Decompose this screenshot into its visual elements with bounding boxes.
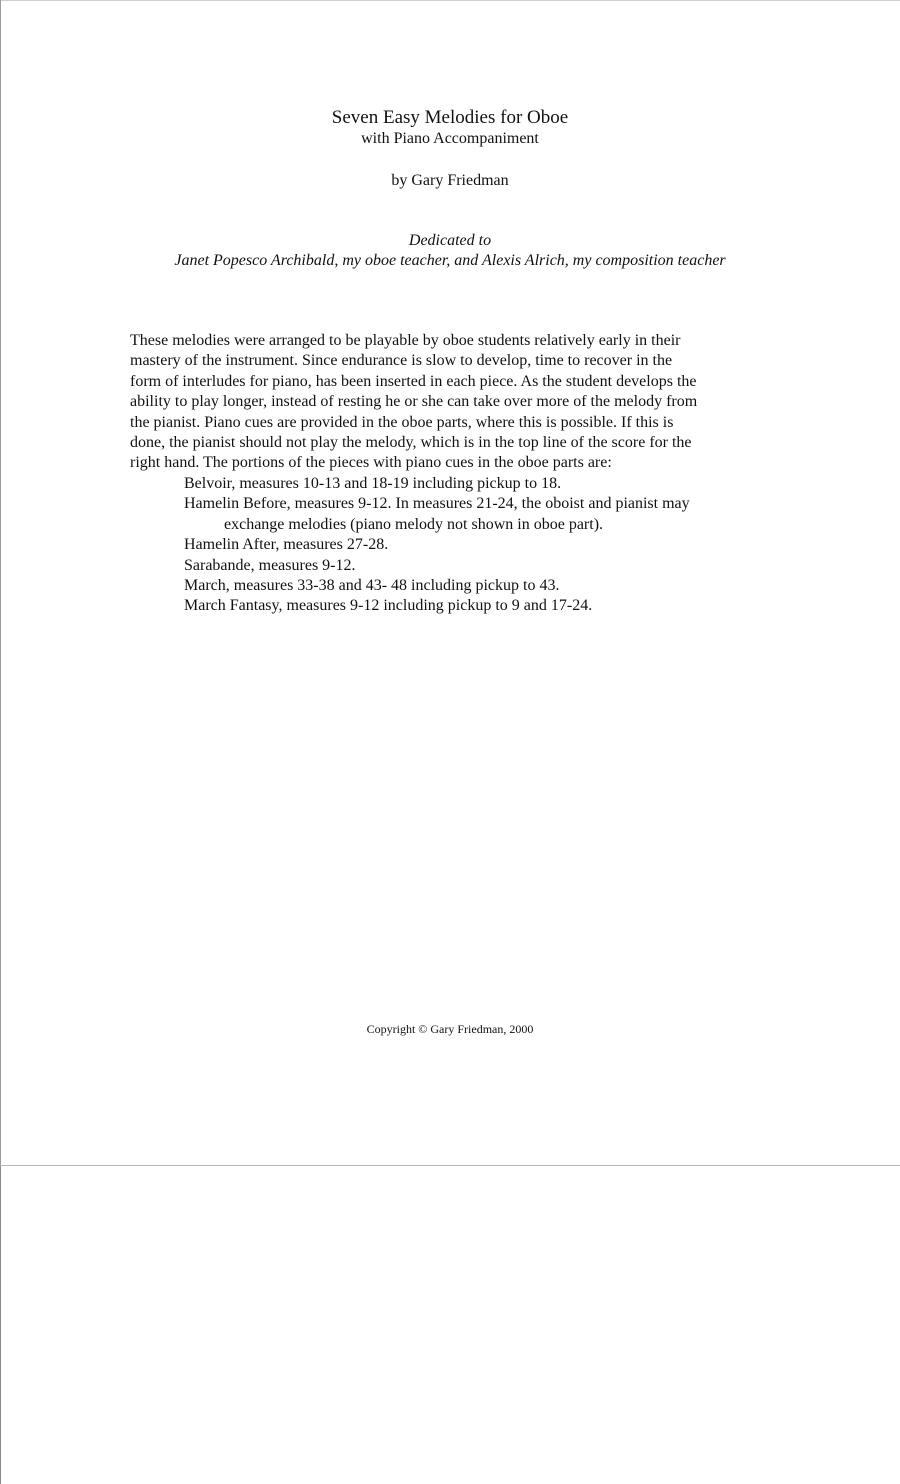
cue-item-text: March, measures 33-38 and 43- 48 including pickup to 43.	[184, 577, 560, 595]
cue-item-march	[184, 576, 690, 596]
piano-cue-list	[184, 474, 690, 617]
dedication-label: Dedicated to	[408, 232, 492, 249]
intro-line: right hand. The portions of the pieces with piano cues in the oboe parts are:	[130, 454, 612, 472]
author-line: by Gary Friedman	[391, 172, 509, 189]
page-edge-top	[0, 0, 900, 1]
scan-seam-left-edge	[0, 1166, 1, 1484]
cue-item-continuation: exchange melodies (piano melody not shown in oboe part).	[224, 515, 604, 533]
intro-line: These melodies were arranged to be playable by oboe students relatively early in their	[130, 332, 681, 349]
intro-line: ability to play longer, instead of resting he or she can take over more of the melody from	[130, 393, 698, 411]
dedication-names: Janet Popesco Archibald, my oboe teacher, and Alexis Alrich, my composition teacher	[174, 252, 726, 269]
intro-paragraph	[130, 331, 770, 474]
scan-seam-line	[0, 1165, 900, 1166]
intro-line: form of interludes for piano, has been inserted in each piece. As the student develops the	[130, 372, 697, 390]
cue-item-hamelin-after	[184, 535, 690, 555]
cue-item-text: Hamelin After, measures 27-28.	[184, 536, 389, 554]
copyright-notice: Copyright © Gary Friedman, 2000	[366, 1022, 534, 1036]
page-subtitle: with Piano Accompaniment	[361, 130, 539, 147]
intro-line: done, the pianist should not play the melody, which is in the top line of the score for the	[130, 434, 692, 452]
cue-item-text: March Fantasy, measures 9-12 including pickup to 9 and 17-24.	[184, 597, 593, 615]
cue-item-text: Sarabande, measures 9-12.	[184, 556, 356, 574]
page-title: Seven Easy Melodies for Oboe	[331, 107, 569, 128]
cue-item-sarabande	[184, 556, 690, 576]
cue-item-text: Hamelin Before, measures 9-12. In measures 21-24, the oboist and pianist may	[184, 495, 690, 513]
cue-item-march-fantasy	[184, 596, 690, 616]
cue-item-belvoir	[184, 474, 690, 494]
cue-item-hamelin-before	[184, 494, 690, 535]
intro-line: the pianist. Piano cues are provided in the oboe parts, where this is possible. If this is	[130, 413, 674, 431]
cue-item-text: Belvoir, measures 10-13 and 18-19 including pickup to 18.	[184, 475, 562, 492]
intro-line: mastery of the instrument. Since endurance is slow to develop, time to recover in the	[130, 352, 673, 370]
